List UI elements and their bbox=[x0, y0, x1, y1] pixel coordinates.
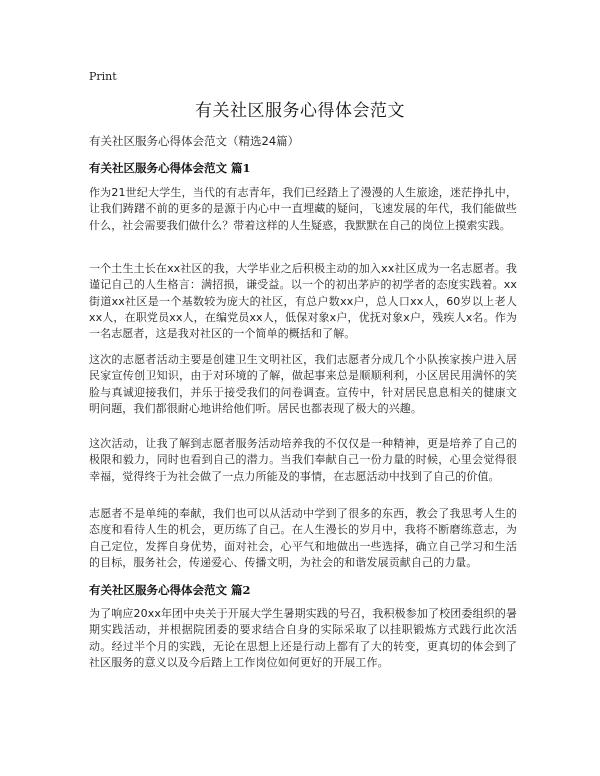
paragraph: 为了响应20xx年团中央关于开展大学生暑期实践的号召，我积极参加了校团委组织的暑期实践活动，并根据院团委的要求结合自身的实际采取了以挂职锻炼方式践行此次活动。经过半个月的实践，无论在思想上还是行动上都有了大的转变，更真切的体会到了社区服务的意义以及今后踏上工作岗位如何更好的开展工作。 bbox=[89, 607, 517, 669]
section-heading-2: 有关社区服务心得体会范文 篇2 bbox=[89, 583, 251, 597]
paragraph: 志愿者不是单纯的奉献，我们也可以从活动中学到了很多的东西，教会了我思考人生的态度和看待人生的机会，更历练了自己。在人生漫长的岁月中，我将不断磨练意志，为自己定位，发挥自身优势，面对社会，心平气和地做出一些选择，确立自己学习和生活的目标，服务社会，传递爱心、传播文明，为社会的和谐发展贡献自己的力量。 bbox=[89, 507, 517, 569]
document-title: 有关社区服务心得体会范文 bbox=[195, 101, 405, 121]
paragraph: 这次活动，让我了解到志愿者服务活动培养我的不仅仅是一种精神，更是培养了自己的极限和毅力，同时也看到自己的潜力。当我们奉献自己一份力量的时候，心里会觉得很幸福，觉得终于为社会做了一点力所能及的事情，在志愿活动中找到了自己的价值。 bbox=[89, 437, 517, 483]
paragraph: 一个土生土长在xx社区的我，大学毕业之后积极主动的加入xx社区成为一名志愿者。我谨记自己的人生格言：满招损，谦受益。以一个的初出茅庐的初学者的态度实践着。xx街道xx社区是一个基数较为庞大的社区，有总户数xx户，总人口xx人，60岁以上老人xx人，在职党员xx人，在编党员xx人，低保对象x户，优抚对象x户，残疾人x名。作为一名志愿者，这是我对社区的一个简单的概括和了解。 bbox=[89, 262, 517, 341]
print-label[interactable]: Print bbox=[89, 70, 117, 83]
document-subtitle: 有关社区服务心得体会范文（精选24篇） bbox=[89, 134, 300, 148]
paragraph: 作为21世纪大学生，当代的有志青年，我们已经踏上了漫漫的人生旅途，迷茫挣扎中，让我们踌躇不前的更多的是源于内心中一直埋藏的疑问，飞速发展的年代，我们能做些什么，社会需要我们做什么？带着这样的人生疑惑，我默默在自己的岗位上摸索实践。 bbox=[89, 186, 517, 232]
paragraph: 这次的志愿者活动主要是创建卫生文明社区，我们志愿者分成几个小队挨家挨户进入居民家宣传创卫知识，由于对环境的了解，做起事来总是顺顺利利，小区居民用满怀的笑脸与真诚迎接我们，并乐于接受我们的问卷调查。宣传中，针对居民息息相关的健康文明问题，我们都很耐心地讲给他们听。居民也都表现了极大的兴趣。 bbox=[89, 353, 517, 415]
section-heading-1: 有关社区服务心得体会范文 篇1 bbox=[89, 161, 251, 175]
